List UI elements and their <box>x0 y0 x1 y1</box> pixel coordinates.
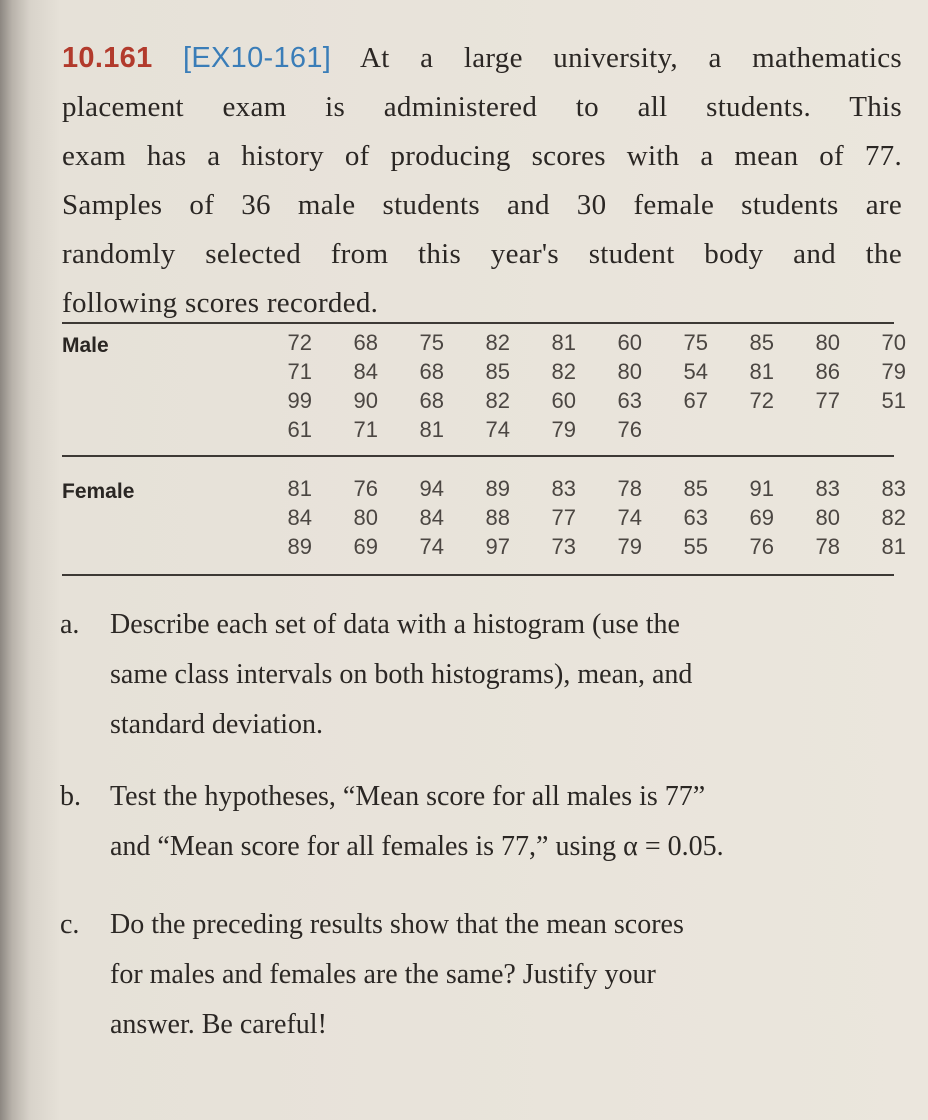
question-parts <box>60 600 900 1040</box>
part-a <box>60 600 900 750</box>
male-score: 81 <box>551 330 576 355</box>
male-score: 90 <box>353 388 378 413</box>
male-score: 77 <box>815 388 840 413</box>
female-score: 78 <box>815 534 840 559</box>
female-score: 80 <box>353 505 378 530</box>
problem-text-line: following scores recorded. <box>62 287 379 319</box>
female-score: 69 <box>353 534 378 559</box>
female-score: 74 <box>617 505 642 530</box>
part-b-letter: b. <box>60 781 81 812</box>
part-c-line: answer. Be careful! <box>110 1009 327 1040</box>
female-label: Female <box>62 480 135 503</box>
female-score: 80 <box>815 505 840 530</box>
part-c-letter: c. <box>60 909 80 940</box>
female-score: 81 <box>881 534 906 559</box>
female-score: 82 <box>881 505 906 530</box>
problem-text-line: randomly selected from this year's student body and the <box>62 238 902 270</box>
table-bottom-rule <box>62 574 894 576</box>
female-score: 76 <box>749 534 774 559</box>
female-score: 63 <box>683 505 708 530</box>
problem-number: 10.161 <box>62 42 153 74</box>
male-score: 71 <box>287 359 312 384</box>
male-score: 61 <box>287 417 312 442</box>
male-score: 75 <box>683 330 708 355</box>
male-score: 81 <box>419 417 444 442</box>
male-score: 72 <box>749 388 774 413</box>
table-top-rule <box>62 322 894 324</box>
part-c-line: for males and females are the same? Justify your <box>110 959 656 990</box>
male-score: 60 <box>551 388 576 413</box>
male-score: 99 <box>287 388 312 413</box>
male-score: 82 <box>485 388 510 413</box>
female-score: 79 <box>617 534 642 559</box>
problem-statement <box>62 34 902 328</box>
female-score: 73 <box>551 534 576 559</box>
male-score: 79 <box>551 417 576 442</box>
problem-text-line: At a large university, a mathematics <box>360 42 902 74</box>
female-score: 94 <box>419 476 444 501</box>
male-score-row <box>62 359 906 389</box>
female-score: 89 <box>485 476 510 501</box>
male-score: 86 <box>815 359 840 384</box>
male-score: 68 <box>419 388 444 413</box>
part-b-line: and “Mean score for all females is 77,” using α = 0.05. <box>110 831 724 862</box>
part-a-line: same class intervals on both histograms), mean, and <box>110 659 693 690</box>
female-score: 83 <box>881 476 906 501</box>
male-score-row <box>62 330 906 360</box>
female-score: 83 <box>551 476 576 501</box>
male-score: 67 <box>683 388 708 413</box>
female-score: 74 <box>419 534 444 559</box>
female-score: 84 <box>287 505 312 530</box>
male-score: 68 <box>353 330 378 355</box>
female-score: 77 <box>551 505 576 530</box>
female-score-row <box>62 476 906 506</box>
male-score-row <box>62 417 902 447</box>
female-score: 88 <box>485 505 510 530</box>
male-score: 76 <box>617 417 642 442</box>
part-a-line: Describe each set of data with a histogram (use the <box>110 609 680 640</box>
male-score: 82 <box>551 359 576 384</box>
male-score: 85 <box>749 330 774 355</box>
female-score: 89 <box>287 534 312 559</box>
problem-code: [EX10-161] <box>183 42 332 74</box>
part-b-line: Test the hypotheses, “Mean score for all males is 77” <box>110 781 706 812</box>
male-score: 63 <box>617 388 642 413</box>
part-a-line: standard deviation. <box>110 709 324 740</box>
problem-text-line: placement exam is administered to all students. This <box>62 91 902 123</box>
male-score: 70 <box>881 330 906 355</box>
part-c-line: Do the preceding results show that the mean scores <box>110 909 684 940</box>
problem-text-line: exam has a history of producing scores with a mean of 77. <box>62 140 902 172</box>
male-score: 68 <box>419 359 444 384</box>
male-score: 81 <box>749 359 774 384</box>
male-score: 71 <box>353 417 378 442</box>
male-score: 82 <box>485 330 510 355</box>
male-score: 80 <box>815 330 840 355</box>
male-score: 75 <box>419 330 444 355</box>
male-score: 80 <box>617 359 642 384</box>
female-score: 55 <box>683 534 708 559</box>
female-score: 84 <box>419 505 444 530</box>
part-a-letter: a. <box>60 609 80 640</box>
female-score: 78 <box>617 476 642 501</box>
male-score: 84 <box>353 359 378 384</box>
male-score: 79 <box>881 359 906 384</box>
male-score: 51 <box>881 388 906 413</box>
male-score: 85 <box>485 359 510 384</box>
female-score: 69 <box>749 505 774 530</box>
male-score-row <box>62 388 906 418</box>
male-score: 54 <box>683 359 708 384</box>
problem-text-line: Samples of 36 male students and 30 female students are <box>62 189 902 221</box>
female-score: 91 <box>749 476 774 501</box>
female-score: 83 <box>815 476 840 501</box>
male-score: 74 <box>485 417 510 442</box>
male-score: 72 <box>287 330 312 355</box>
part-b <box>60 772 900 882</box>
table-mid-rule <box>62 455 894 457</box>
female-score: 85 <box>683 476 708 501</box>
female-score-row <box>62 534 906 564</box>
part-c <box>60 900 900 1060</box>
male-label: Male <box>62 334 109 357</box>
female-score: 76 <box>353 476 378 501</box>
female-score: 81 <box>287 476 312 501</box>
female-score: 97 <box>485 534 510 559</box>
female-score-row <box>62 505 906 535</box>
problem-line-1 <box>62 34 902 83</box>
male-score: 60 <box>617 330 642 355</box>
